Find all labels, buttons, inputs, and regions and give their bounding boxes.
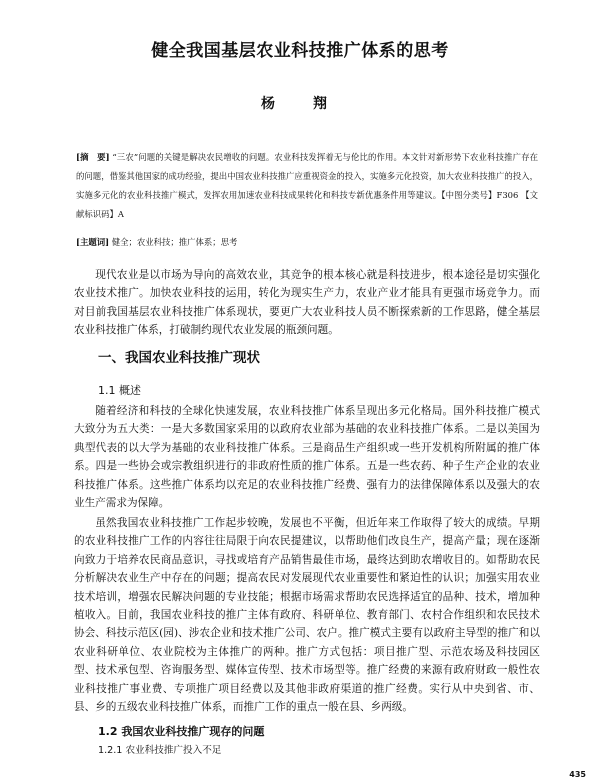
intro-paragraph: 现代农业是以市场为导向的高效农业，其竞争的根本核心就是科技进步，根本途径是切实强化农业技术推广。加快农业科技的运用，转化为现实生产力，农业产业才能具有更强市场竞争力。而对目前我国基层农业科技推广体系现状，要更广大农业科技人员不断探索新的工作思路，健全基层农业科技推广体系，打破制约现代农业发展的瓶颈问题。	[74, 269, 540, 337]
page-number: 435	[569, 770, 586, 779]
section-1-1-heading: 1.1 概述	[98, 384, 141, 397]
keywords-block	[76, 235, 538, 249]
keywords-label: [主题词]	[76, 237, 110, 247]
abstract-label: [摘 要]	[76, 152, 110, 162]
abstract-block	[76, 148, 538, 224]
section-1-1-body-2	[74, 514, 540, 716]
section-1-heading: 一、我国农业科技推广现状	[98, 350, 260, 366]
section-1-1-body	[74, 402, 540, 512]
keywords-text: 健全；农业科技；推广体系；思考	[111, 237, 238, 247]
section-1-1-paragraph-2: 虽然我国农业科技推广工作起步较晚，发展也不平衡，但近年来工作取得了较大的成绩。早期的农业科技推广工作的内容往往局限于向农民提建议，以帮助他们改良生产，提高产量；现在逐渐向致力于培养农民商品意识，寻找或培育产品销售最佳市场，最终达到助农增收目的。如帮助农民分析解决农业生产中存在的问题；提高农民对发展现代农业重要性和紧迫性的认识；加强实用农业技术培训，增强农民解决问题的专业技能；根据市场需求帮助农民选择适宜的品种、技术，增加种植收入。目前，我国农业科技的推广主体有政府、科研单位、教育部门、农村合作组织和农民技术协会、科技示范区(园)、涉农企业和技术推广公司、农户。推广模式主要有以政府主导型的推广和以农业科研单位、农业院校为主体推广的两种。推广方式包括：项目推广型、示范农场及科技园区型、技术承包型、咨询服务型、媒体宣传型、技术市场型等。推广经费的来源有政府财政一般性农业科技推广事业费、专项推广项目经费以及其他非政府渠道的推广经费。实行从中央到省、市、县、乡的五级农业科技推广体系，而推广工作的重点一般在县、乡两级。	[74, 517, 540, 714]
section-1-1-paragraph-1: 随着经济和科技的全球化快速发展，农业科技推广体系呈现出多元化格局。国外科技推广模式大致分为五大类：一是大多数国家采用的以政府农业部为基础的农业科技推广体系。二是以美国为典型代表的以大学为基础的农业科技推广体系。三是商品生产组织或一些开发机构所附属的推广体系。四是一些协会或宗教组织进行的非政府性质的推广体系。五是一些农药、种子生产企业的农业科技推广体系。这些推广体系均以充足的农业科技推广经费、强有力的法律保障体系以及强大的农业生产需求为保障。	[74, 405, 540, 510]
article-title: 健全我国基层农业科技推广体系的思考	[151, 41, 449, 61]
abstract-text: “三农”问题的关键是解决农民增收的问题。农业科技发挥着无与伦比的作用。本文针对新形势下农业科技推广存在的问题，借鉴其他国家的成功经验，提出中国农业科技推广应重视资金的投入，实施多元化投资，加大农业科技推广的投入，实施多元化的农业科技推广模式，发挥农用加速农业科技成果转化和科技专新优惠条件用等建议。【中图分类号】F306 【文献标识码】A	[76, 152, 538, 219]
article-author: 杨 翔	[261, 96, 339, 112]
section-1-2-1-heading: 1.2.1 农业科技推广投入不足	[98, 745, 222, 756]
intro-section	[74, 266, 540, 340]
section-1-2-heading: 1.2 我国农业科技推广现存的问题	[98, 725, 265, 738]
